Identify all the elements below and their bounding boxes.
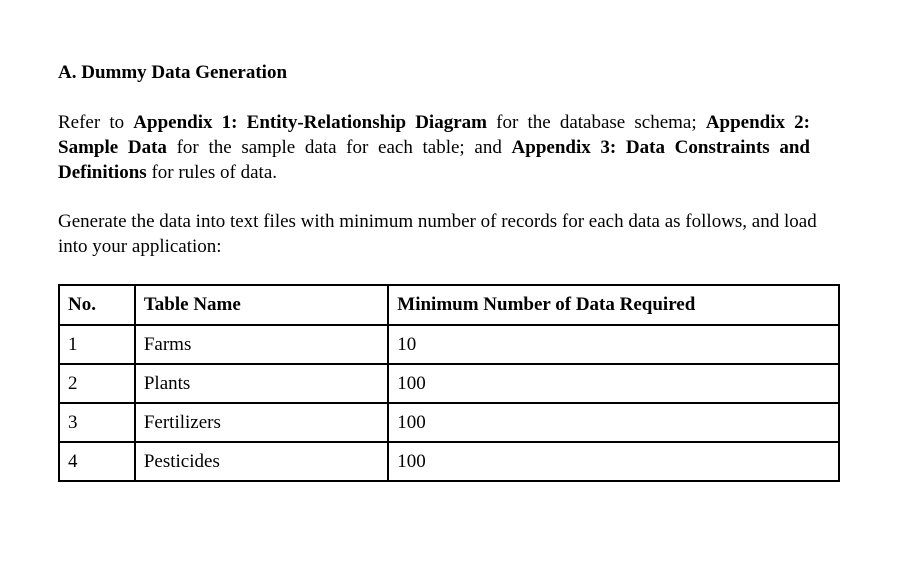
appendix-2-reference: Appendix 2: Sample Data xyxy=(58,112,810,158)
header-no: No. xyxy=(59,285,135,325)
header-table-name: Table Name xyxy=(135,285,388,325)
cell-no: 2 xyxy=(59,364,135,403)
table-row xyxy=(59,364,839,403)
cell-table-name: Fertilizers xyxy=(135,403,388,442)
cell-minimum: 100 xyxy=(388,442,839,481)
minimum-data-table xyxy=(58,284,840,482)
paragraph1-text-2: for the database schema; xyxy=(486,112,706,133)
header-minimum-data: Minimum Number of Data Required xyxy=(388,285,839,325)
table-row xyxy=(59,325,839,364)
cell-minimum: 10 xyxy=(388,325,839,364)
instruction-paragraph: Generate the data into text files with minimum number of records for each data as follows, and load into your application: xyxy=(58,211,817,257)
cell-table-name: Pesticides xyxy=(135,442,388,481)
cell-no: 3 xyxy=(59,403,135,442)
table-header-row xyxy=(59,285,839,325)
appendix-reference-paragraph xyxy=(58,110,810,185)
cell-minimum: 100 xyxy=(388,364,839,403)
cell-table-name: Plants xyxy=(135,364,388,403)
paragraph1-text-3: for the sample data for each table; and xyxy=(166,137,512,158)
table-row xyxy=(59,403,839,442)
appendix-1-reference: Appendix 1: Entity-Relationship Diagram xyxy=(133,112,487,133)
cell-no: 1 xyxy=(59,325,135,364)
appendix-3-reference: Appendix 3: Data Constraints and Definitions xyxy=(58,137,810,183)
table-row xyxy=(59,442,839,481)
section-heading: A. Dummy Data Generation xyxy=(58,62,288,83)
paragraph1-text-1: Refer to xyxy=(58,112,134,133)
cell-no: 4 xyxy=(59,442,135,481)
paragraph1-text-4: for rules of data. xyxy=(146,162,277,183)
cell-table-name: Farms xyxy=(135,325,388,364)
cell-minimum: 100 xyxy=(388,403,839,442)
